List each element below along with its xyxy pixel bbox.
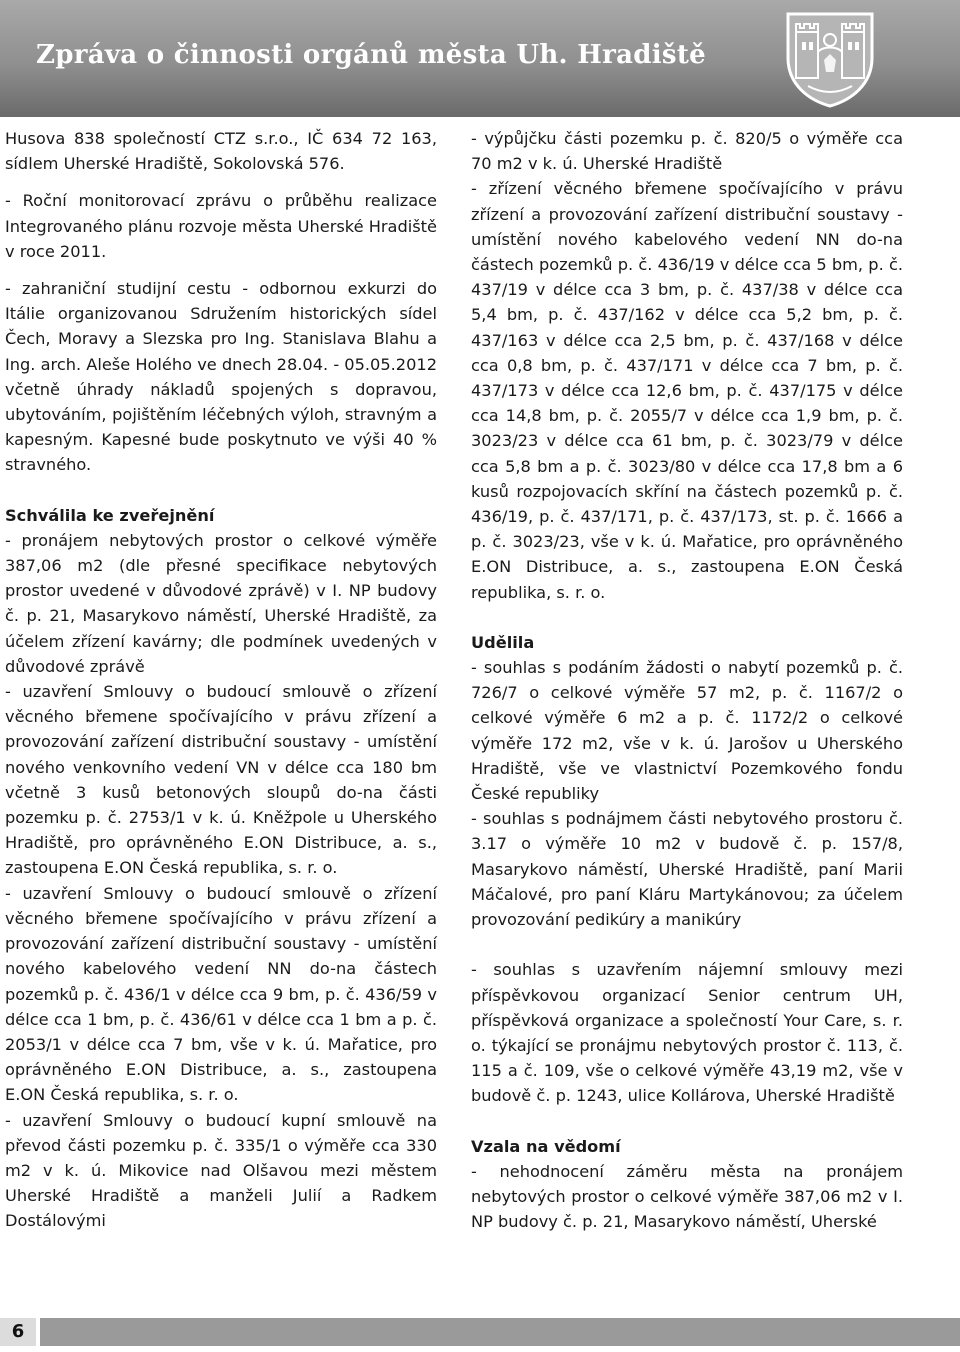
page-header [0,0,960,117]
paragraph: - uzavření Smlouvy o budoucí smlouvě o zřízení věcného břemene spočívajícího v právu zřízení a provozování zařízení distribuční soustavy - umístění nového venkovního vedení VN v délce cca 180 bm včetně 3 kusů betonových sloupů do-na části pozemku p. č. 2753/1 v k. ú. Kněžpole u Uherského Hradiště, pro oprávněného E.ON Distribuce, a. s., zastoupena E.ON Česká republika, s. r. o. [5,682,437,878]
page-number: 6 [11,1321,25,1342]
paragraph: - pronájem nebytových prostor o celkové výměře 387,06 m2 (dle přesné specifikace nebytových prostor uvedené v důvodové zprávě) v I. NP budovy č. p. 21, Masarykovo náměstí, Uherské Hradiště, za účelem zřízení kavárny; dle podmínek uvedených v důvodové zprávě [5,530,437,676]
paragraph: - uzavření Smlouvy o budoucí kupní smlouvě na převod části pozemku p. č. 335/1 o výměře cca 330 m2 v k. ú. Mikovice nad Olšavou mezi městem Uherské Hradiště a manželi Julií a Radkem Dostálovými [5,1110,437,1231]
left-column [5,126,437,1234]
section-heading-schvalila: Schválila ke zveřejnění [5,505,215,525]
paragraph: - zahraniční studijní cestu - odbornou exkurzi do Itálie organizovanou Sdružením historických sídel Čech, Moravy a Slezska pro Ing. Stanislava Blahu a Ing. arch. Aleše Holého ve dnech 28.04. - 05.05.2012 včetně úhrady nákladů spojených s dopravou, ubytováním, pojištěním léčebných výloh, stravným a kapesným. Kapesné bude poskytnuto ve výši 40 % stravného. [5,279,437,475]
paragraph: - Roční monitorovací zprávu o průběhu realizace Integrovaného plánu rozvoje města Uherské Hradiště v roce 2011. [5,191,437,261]
section-heading-vzala: Vzala na vědomí [471,1136,621,1156]
paragraph: Husova 838 společností CTZ s.r.o., IČ 634 72 163, sídlem Uherské Hradiště, Sokolovská 576. [5,129,437,174]
paragraph: - souhlas s uzavřením nájemní smlouvy mezi příspěvkovou organizací Senior centrum UH, příspěvková organizace a společností Your Care, s. r. o. týkající se pronájmu nebytových prostor č. 113, č. 115 a č. 109, vše o celkové výměře 43,19 m2, vše v budově č. p. 1243, ulice Kollárova, Uherské Hradiště [471,960,903,1106]
paragraph: - uzavření Smlouvy o budoucí smlouvě o zřízení věcného břemene spočívajícího v právu zřízení a provozování zařízení distribuční soustavy - umístění nového kabelového vedení NN do-na částech pozemků p. č. 436/1 v délce cca 9 bm, p. č. 436/59 v délce cca 1 bm, p. č. 436/61 v délce cca 1 bm a p. č. 2053/1 v délce cca 7 bm, vše v k. ú. Mařatice, pro oprávněného E.ON Distribuce, a. s., zastoupena E.ON Česká republika, s. r. o. [5,883,437,1105]
paragraph: - souhlas s podáním žádosti o nabytí pozemků p. č. 726/7 o celkové výměře 57 m2, p. č. 1167/2 o celkové výměře 6 m2 a p. č. 1172/2 o celkové výměře 172 m2, vše v k. ú. Jarošov u Uherského Hradiště, vše ve vlastnictví Pozemkového fondu České republiky [471,658,903,804]
right-column [471,126,903,1234]
city-coat-of-arms-icon [778,6,882,110]
paragraph: - nehodnocení záměru města na pronájem nebytových prostor o celkové výměře 387,06 m2 v I. NP budovy č. p. 21, Masarykovo náměstí, Uherské [471,1161,903,1232]
footer-bar [40,1318,960,1346]
paragraph: - zřízení věcného břemene spočívajícího v právu zřízení a provozování zařízení distribuční soustavy - umístění nového kabelového vedení NN do-na částech pozemků p. č. 436/19 v délce cca 5 bm, p. č. 437/19 v délce cca 3 bm, p. č. 437/38 v délce cca 5,4 bm, p. č. 437/162 v délce cca 5,2 bm, p. č. 437/163 v délce cca 2,5 bm, p. č. 437/168 v délce cca 0,8 bm, p. č. 437/171 v délce cca 7 bm, p. č. 437/173 v délce cca 12,6 bm, p. č. 437/175 v délce cca 14,8 bm, p. č. 2055/7 v délce cca 1,9 bm, p. č. 3023/23 v délce cca 61 bm, p. č. 3023/79 v délce cca 5,8 bm a p. č. 3023/80 v délce cca 17,8 bm a 6 kusů rozpojovacích skříní na částech pozemků p. č. 436/19, p. č. 437/171, p. č. 437/173, st. p. č. 1666 a p. č. 3023/23, vše v k. ú. Mařatice, pro oprávněného E.ON Distribuce, a. s., zastoupena E.ON Česká republika, s. r. o. [471,179,903,602]
paragraph: - souhlas s podnájmem části nebytového prostoru č. 3.17 o výměře 10 m2 v budově č. p. 157/8, Masarykovo náměstí, Uherské Hradiště, paní Marii Máčalové, pro paní Kláru Martykánovou; za účelem provozování pedikúry a manikúry [471,809,903,930]
paragraph: - výpůjčku části pozemku p. č. 820/5 o výměře cca 70 m2 v k. ú. Uherské Hradiště [471,129,903,174]
header-title: Zpráva o činnosti orgánů města Uh. Hradiště [36,40,706,70]
section-heading-udelila: Udělila [471,632,535,652]
